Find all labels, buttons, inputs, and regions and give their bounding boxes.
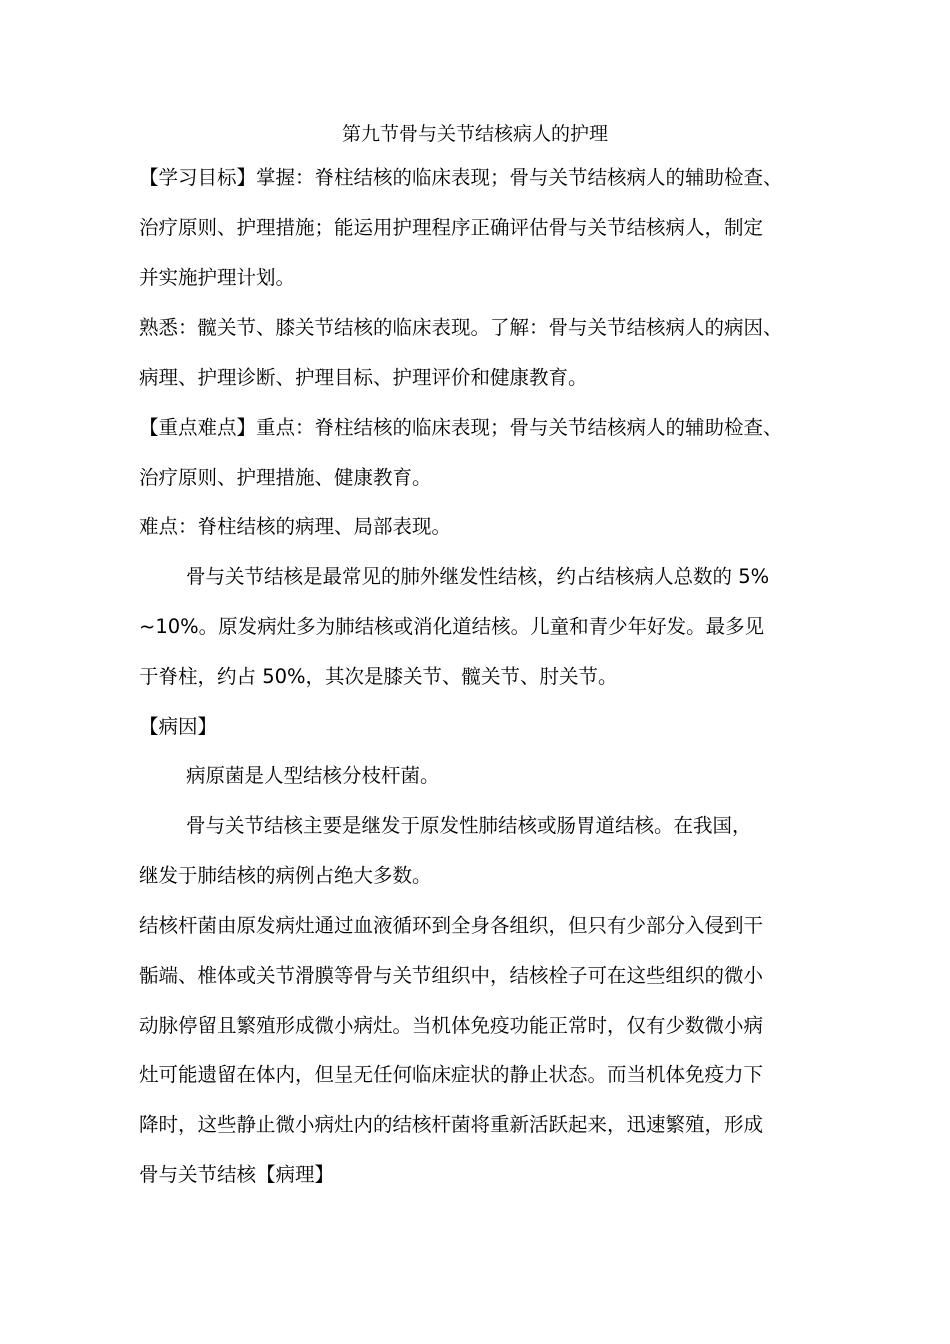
paragraph-line: 灶可能遗留在体内，但呈无任何临床症状的静止状态。而当机体免疫力下 xyxy=(139,1063,764,1086)
paragraph-line: 继发于肺结核的病例占绝大多数。 xyxy=(139,864,432,887)
paragraph-line: 病原菌是人型结核分枝杆菌。 xyxy=(186,764,440,787)
paragraph-line: 骨与关节结核是最常见的肺外继发性结核，约占结核病人总数的 5% xyxy=(186,565,770,588)
paragraph-line: 结核杆菌由原发病灶通过血液循环到全身各组织，但只有少部分入侵到干 xyxy=(139,914,764,937)
paragraph-line: 难点：脊柱结核的病理、局部表现。 xyxy=(139,515,452,538)
section-heading: 【病因】 xyxy=(139,715,218,738)
paragraph-line: 病理、护理诊断、护理目标、护理评价和健康教育。 xyxy=(139,366,588,389)
paragraph-line: ~10%。原发病灶多为肺结核或消化道结核。儿童和青少年好发。最多见 xyxy=(139,615,765,638)
paragraph-line: 降时，这些静止微小病灶内的结核杆菌将重新活跃起来，迅速繁殖，形成 xyxy=(139,1113,764,1136)
page-title: 第九节骨与关节结核病人的护理 xyxy=(341,123,608,145)
paragraph-line: 熟悉：髋关节、膝关节结核的临床表现。了解：骨与关节结核病人的病因、 xyxy=(139,316,783,339)
paragraph-line: 治疗原则、护理措施；能运用护理程序正确评估骨与关节结核病人，制定 xyxy=(139,216,764,239)
paragraph-line: 骨与关节结核【病理】 xyxy=(139,1163,335,1186)
paragraph-line: 治疗原则、护理措施、健康教育。 xyxy=(139,466,432,489)
paragraph-line: 并实施护理计划。 xyxy=(139,266,296,289)
paragraph-line: 于脊柱，约占 50%，其次是膝关节、髋关节、肘关节。 xyxy=(139,665,618,688)
paragraph-line: 骨与关节结核主要是继发于原发性肺结核或肠胃道结核。在我国， xyxy=(186,814,752,837)
paragraph-line: 【学习目标】掌握：脊柱结核的临床表现；骨与关节结核病人的辅助检查、 xyxy=(139,166,783,189)
paragraph-line: 动脉停留且繁殖形成微小病灶。当机体免疫功能正常时，仅有少数微小病 xyxy=(139,1014,764,1037)
paragraph-line: 【重点难点】重点：脊柱结核的临床表现；骨与关节结核病人的辅助检查、 xyxy=(139,416,783,439)
paragraph-line: 骺端、椎体或关节滑膜等骨与关节组织中，结核栓子可在这些组织的微小 xyxy=(139,964,764,987)
